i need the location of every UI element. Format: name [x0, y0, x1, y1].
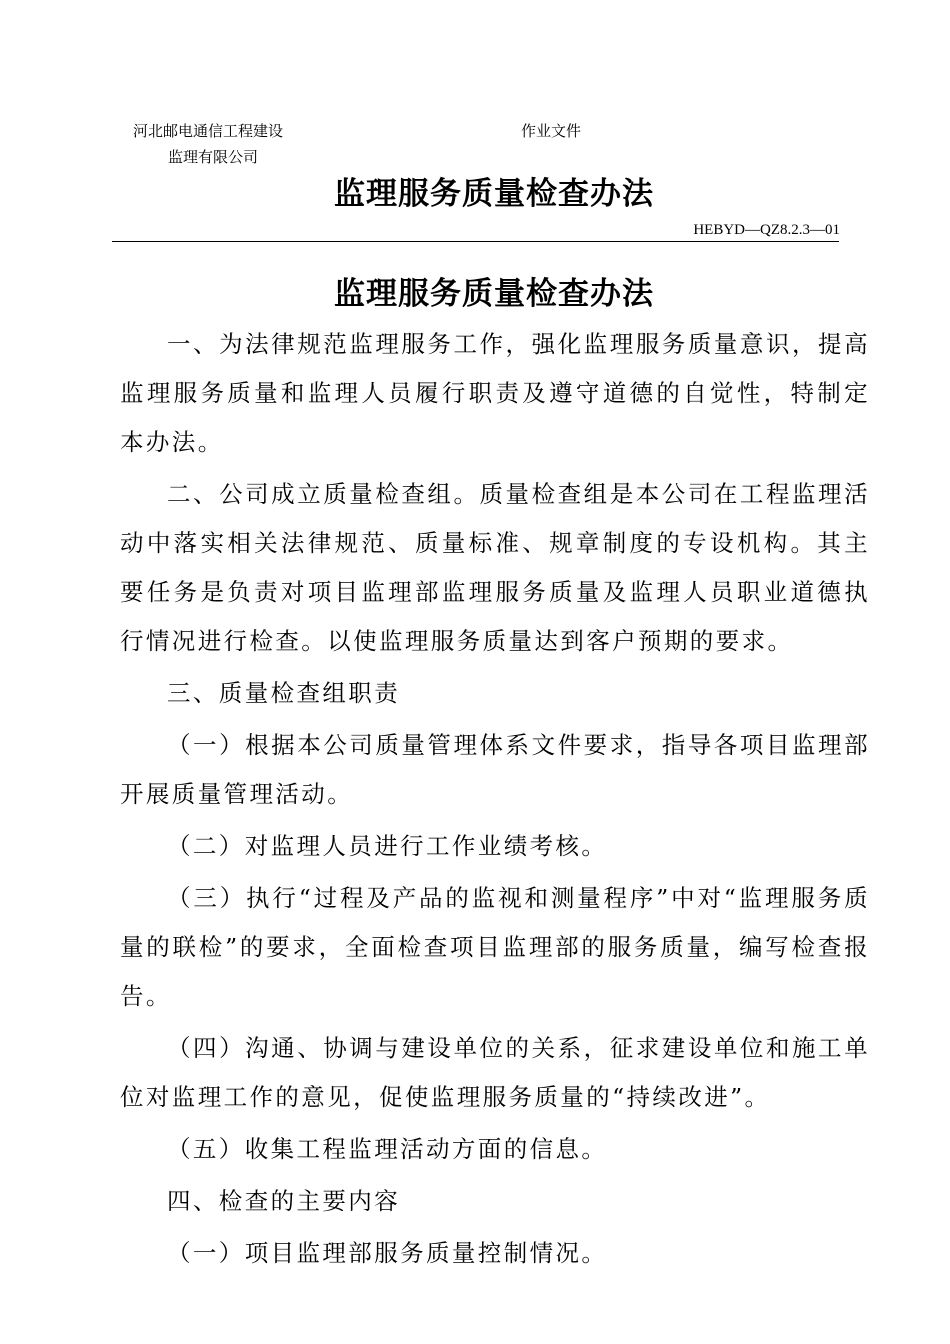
paragraph: （一）根据本公司质量管理体系文件要求，指导各项目监理部开展质量管理活动。 [120, 731, 870, 808]
paragraph: 二、公司成立质量检查组。质量检查组是本公司在工程监理活动中落实相关法律规范、质量标准、规章制度的专设机构。其主要任务是负责对项目监理部监理服务质量及监理人员职业道德执行情况进行检查。以使监理服务质量达到客户预期的要求。 [120, 480, 870, 655]
header-title: 监理服务质量检查办法 [334, 176, 654, 212]
header-divider [112, 241, 839, 242]
paragraph: （二）对监理人员进行工作业绩考核。 [167, 832, 608, 860]
company-name-line1: 河北邮电通信工程建设 [133, 122, 284, 140]
paragraph: （一）项目监理部服务质量控制情况。 [167, 1239, 608, 1267]
company-name-line2: 监理有限公司 [168, 148, 259, 166]
section-heading: 三、质量检查组职责 [167, 679, 401, 707]
paragraph: （三）执行“过程及产品的监视和测量程序”中对“监理服务质量的联检”的要求，全面检查项目监理部的服务质量，编写检查报告。 [120, 884, 870, 1010]
section-heading: 四、检查的主要内容 [167, 1187, 401, 1215]
paragraph: （四）沟通、协调与建设单位的关系，征求建设单位和施工单位对监理工作的意见，促使监理服务质量的“持续改进”。 [120, 1034, 870, 1111]
document-code: HEBYD—QZ8.2.3—01 [693, 222, 840, 238]
document-body [120, 320, 870, 1281]
document-title: 监理服务质量检查办法 [334, 276, 654, 312]
document-type-label: 作业文件 [521, 122, 582, 140]
paragraph: 一、为法律规范监理服务工作，强化监理服务质量意识，提高监理服务质量和监理人员履行职责及遵守道德的自觉性，特制定本办法。 [120, 330, 870, 456]
paragraph: （五）收集工程监理活动方面的信息。 [167, 1135, 608, 1163]
